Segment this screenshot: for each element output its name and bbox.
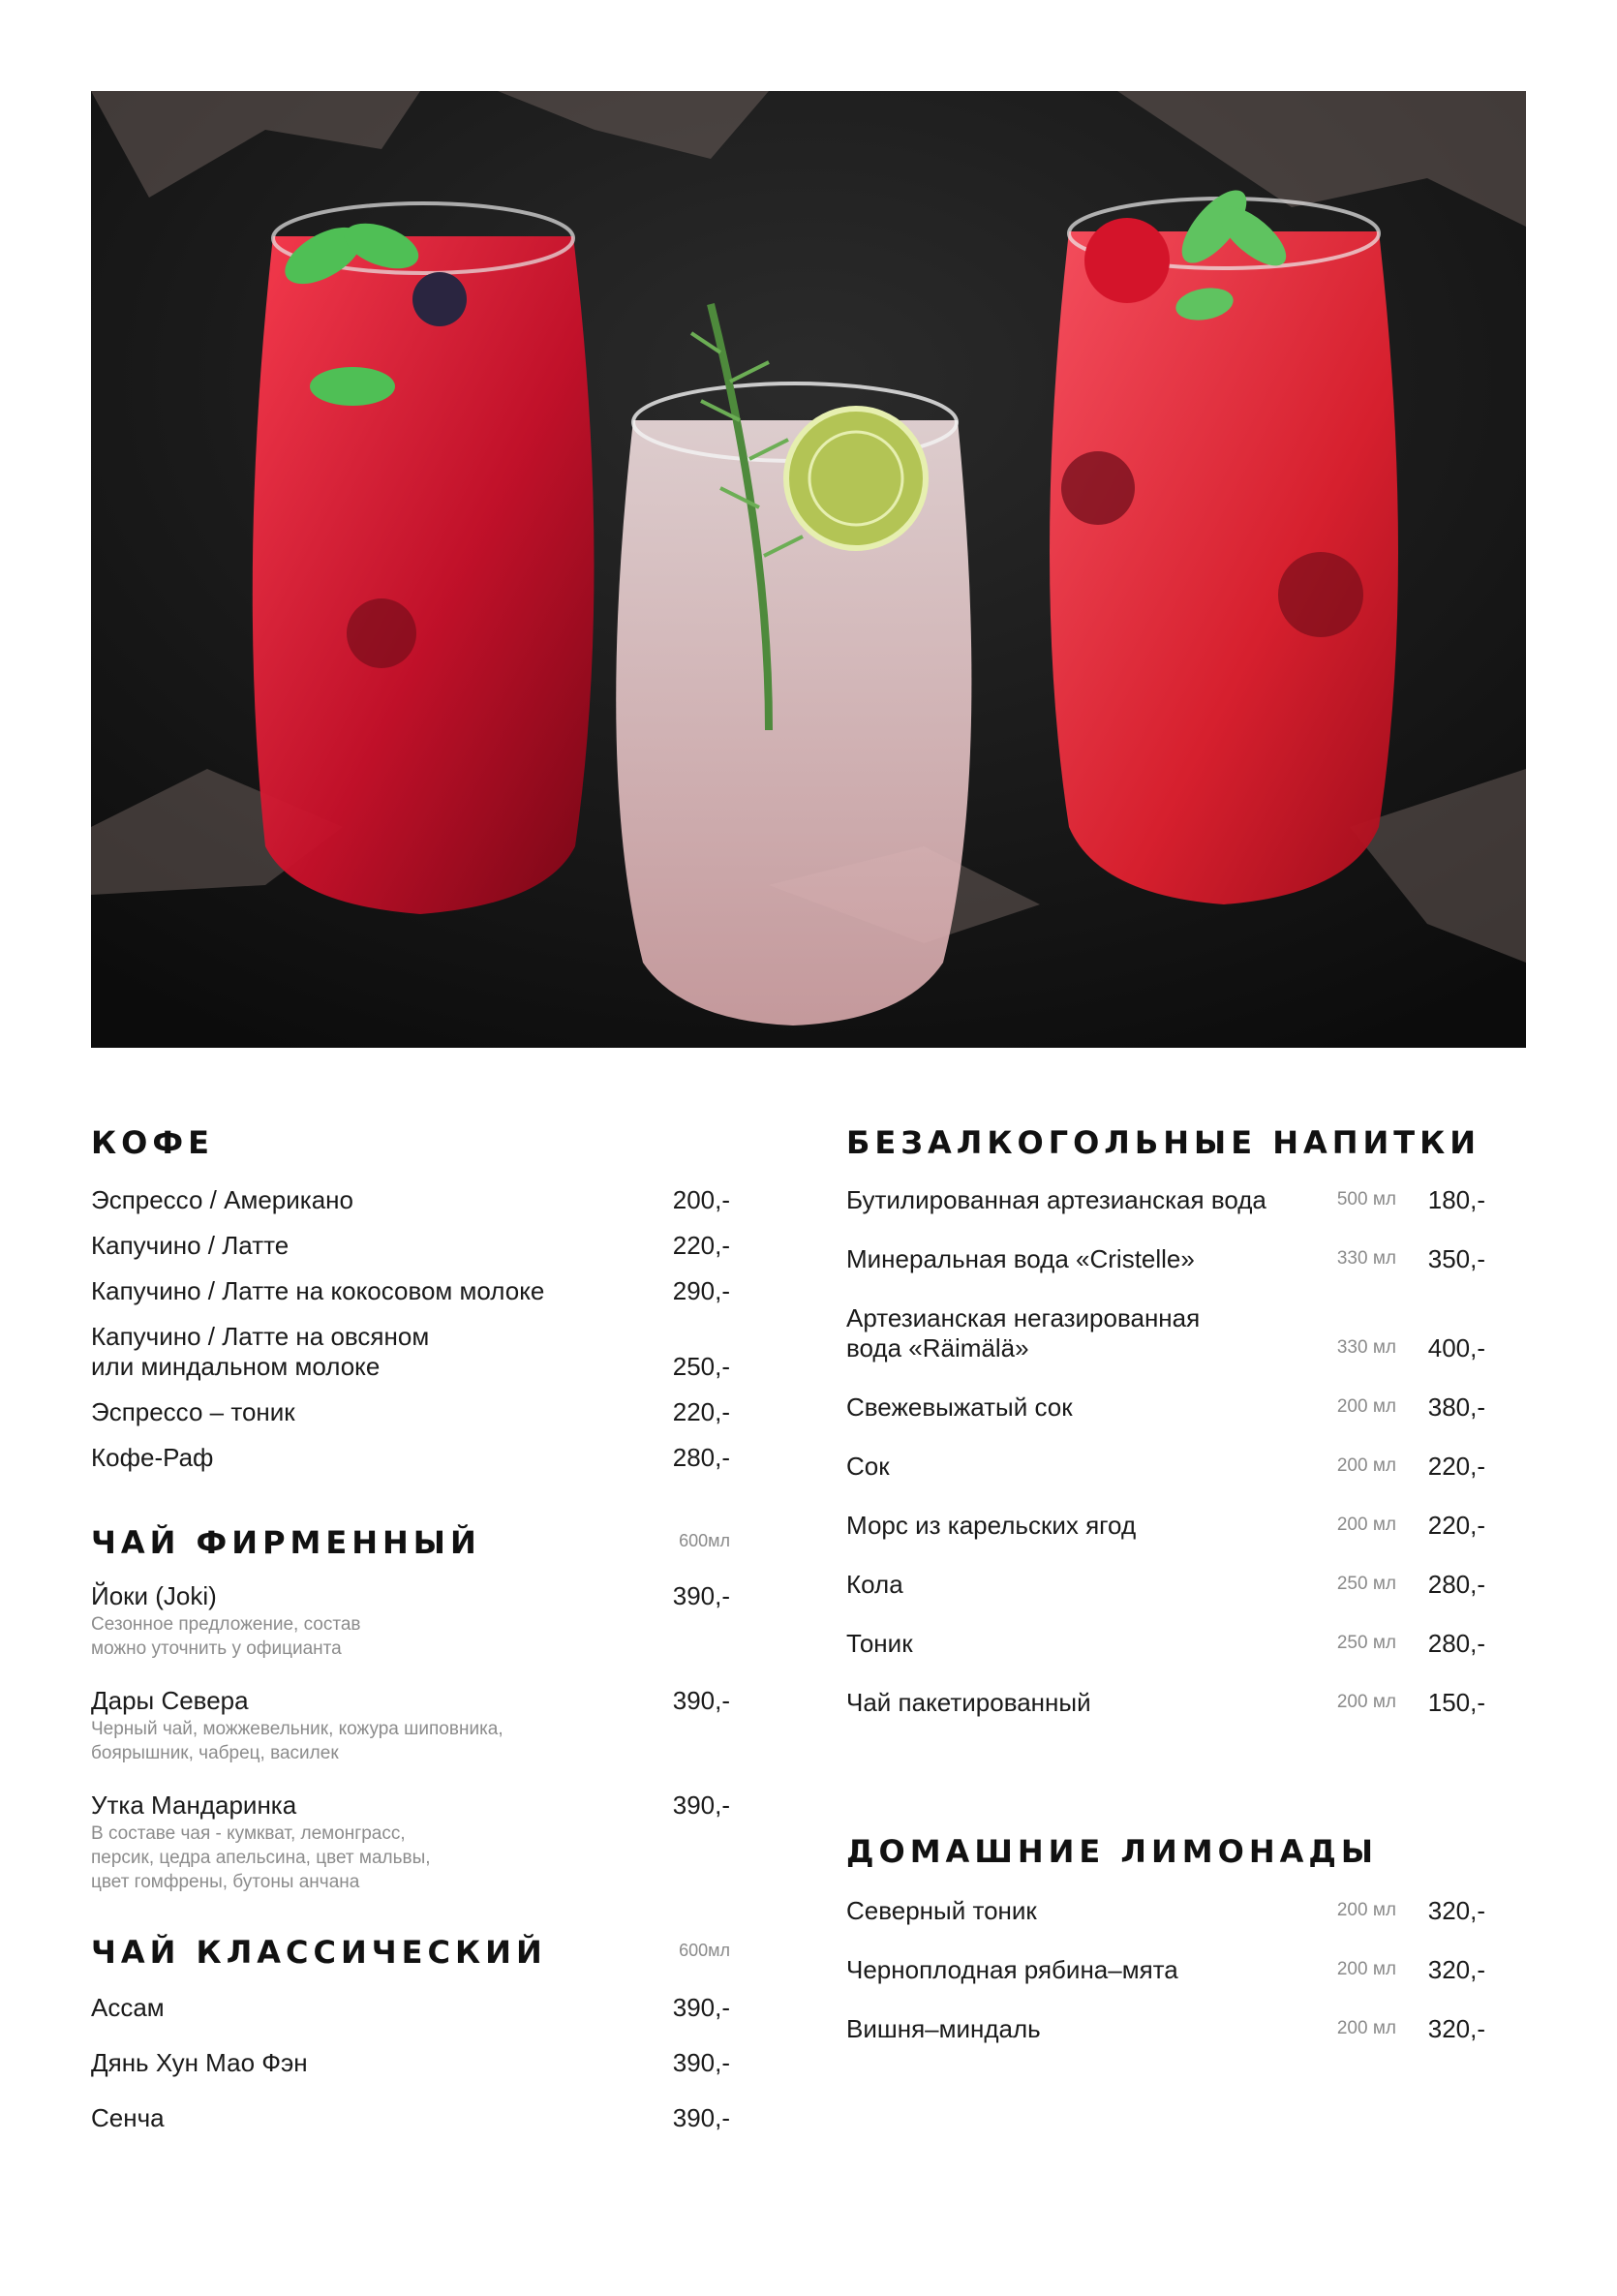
item-description: В составе чая - кумкват, лемонграсс, — [91, 1823, 406, 1844]
menu-item — [91, 1185, 730, 1215]
item-name: Сок — [846, 1452, 890, 1481]
item-name: Черноплодная рябина–мята — [846, 1955, 1178, 1984]
item-name: Эспрессо / Американо — [91, 1185, 353, 1214]
menu-item — [91, 1397, 730, 1427]
menu-item — [91, 1686, 730, 1765]
item-price: 280,- — [1427, 1570, 1485, 1599]
section-title: ЧАЙ ФИРМЕННЫЙ — [91, 1524, 481, 1561]
menu-item — [91, 1276, 730, 1306]
item-volume: 200 мл — [1336, 1455, 1396, 1476]
menu-item — [91, 1581, 730, 1661]
item-price: 280,- — [1427, 1629, 1485, 1658]
menu-item — [846, 1629, 1485, 1659]
item-volume: 330 мл — [1336, 1248, 1396, 1269]
item-name: Кола — [846, 1570, 903, 1599]
item-name: Свежевыжатый сок — [846, 1393, 1073, 1422]
item-name-line1: Артезианская негазированная — [846, 1303, 1201, 1332]
item-name: Вишня–миндаль — [846, 2014, 1041, 2043]
item-volume: 330 мл — [1336, 1337, 1396, 1358]
menu-item — [846, 1244, 1485, 1274]
section-title: БЕЗАЛКОГОЛЬНЫЕ НАПИТКИ — [846, 1124, 1481, 1161]
item-price: 280,- — [672, 1443, 730, 1472]
menu-item — [846, 2014, 1485, 2044]
item-name: Эспрессо – тоник — [91, 1397, 295, 1426]
item-name: Тоник — [846, 1629, 913, 1658]
menu-item — [846, 1452, 1485, 1482]
item-name: Дары Севера — [91, 1686, 249, 1715]
item-price: 220,- — [1427, 1511, 1485, 1540]
item-description: персик, цедра апельсина, цвет мальвы, — [91, 1848, 431, 1868]
item-description: цвет гомфрены, бутоны анчана — [91, 1872, 360, 1892]
item-name-line2: или миндальном молоке — [91, 1352, 381, 1381]
item-price: 320,- — [1427, 1896, 1485, 1925]
item-volume: 200 мл — [1336, 1959, 1396, 1979]
menu-item — [846, 1896, 1485, 1926]
item-price: 180,- — [1427, 1185, 1485, 1214]
item-name-line2: вода «Räimälä» — [846, 1333, 1029, 1362]
item-price: 220,- — [672, 1231, 730, 1260]
item-volume: 250 мл — [1336, 1633, 1396, 1653]
item-price: 400,- — [1427, 1333, 1485, 1362]
item-name: Чай пакетированный — [846, 1688, 1091, 1717]
item-price: 390,- — [672, 1993, 730, 2022]
item-price: 250,- — [672, 1352, 730, 1381]
item-description: Сезонное предложение, состав — [91, 1614, 361, 1635]
item-name: Северный тоник — [846, 1896, 1037, 1925]
tea-signature-section-header — [91, 1523, 730, 1562]
item-price: 390,- — [672, 2103, 730, 2132]
item-name: Йоки (Joki) — [91, 1581, 217, 1610]
item-price: 390,- — [672, 1581, 730, 1610]
menu-item — [91, 1993, 730, 2023]
menu-item — [846, 1688, 1485, 1718]
menu-item — [91, 1322, 730, 1382]
section-title: КОФЕ — [91, 1124, 214, 1161]
section-volume: 600мл — [679, 1941, 730, 1960]
menu-item — [846, 1393, 1485, 1423]
item-price: 390,- — [672, 1791, 730, 1820]
item-price: 220,- — [672, 1397, 730, 1426]
item-volume: 200 мл — [1336, 1900, 1396, 1920]
item-price: 390,- — [672, 1686, 730, 1715]
item-price: 390,- — [672, 2048, 730, 2077]
item-name: Минеральная вода «Cristelle» — [846, 1244, 1195, 1273]
item-price: 320,- — [1427, 1955, 1485, 1984]
menu-item — [91, 1231, 730, 1261]
item-price: 200,- — [672, 1185, 730, 1214]
item-description: Черный чай, можжевельник, кожура шиповника, — [91, 1719, 503, 1739]
item-name: Утка Мандаринка — [91, 1791, 297, 1820]
menu-item — [846, 1185, 1485, 1215]
menu-item — [91, 2103, 730, 2133]
menu-item — [91, 2048, 730, 2078]
item-name: Бутилированная артезианская вода — [846, 1185, 1266, 1214]
menu-item — [91, 1791, 730, 1894]
menu-item — [846, 1570, 1485, 1600]
item-price: 220,- — [1427, 1452, 1485, 1481]
tea-classic-section-header — [91, 1933, 730, 1972]
item-price: 150,- — [1427, 1688, 1485, 1717]
item-price: 320,- — [1427, 2014, 1485, 2043]
item-name: Капучино / Латте — [91, 1231, 290, 1260]
menu-item — [846, 1955, 1485, 1985]
item-price: 380,- — [1427, 1393, 1485, 1422]
item-price: 290,- — [672, 1276, 730, 1305]
coffee-section-header — [91, 1123, 730, 1162]
item-name: Сенча — [91, 2103, 165, 2132]
item-volume: 200 мл — [1336, 1515, 1396, 1535]
menu-item — [846, 1303, 1485, 1363]
item-name-line1: Капучино / Латте на овсяном — [91, 1322, 430, 1351]
item-volume: 200 мл — [1336, 1396, 1396, 1417]
item-price: 350,- — [1427, 1244, 1485, 1273]
item-name: Дянь Хун Мао Фэн — [91, 2048, 308, 2077]
item-name: Капучино / Латте на кокосовом молоке — [91, 1276, 545, 1305]
left-column — [91, 1123, 730, 2133]
item-description: можно уточнить у официанта — [91, 1638, 342, 1659]
item-description: боярышник, чабрец, василек — [91, 1743, 339, 1763]
item-name: Кофе-Раф — [91, 1443, 214, 1472]
item-volume: 500 мл — [1336, 1189, 1396, 1209]
item-volume: 200 мл — [1336, 1692, 1396, 1712]
right-column — [846, 1123, 1485, 2044]
drinks-photo-illustration — [91, 91, 1526, 1048]
soft-drinks-section-header — [846, 1123, 1485, 1162]
section-title: ДОМАШНИЕ ЛИМОНАДЫ — [846, 1833, 1379, 1870]
item-name: Морс из карельских ягод — [846, 1511, 1137, 1540]
drinks-photo — [91, 91, 1526, 1048]
item-volume: 250 мл — [1336, 1574, 1396, 1594]
section-title: ЧАЙ КЛАССИЧЕСКИЙ — [91, 1934, 547, 1971]
menu-item — [91, 1443, 730, 1473]
item-name: Ассам — [91, 1993, 165, 2022]
item-volume: 200 мл — [1336, 2018, 1396, 2038]
lemonades-section-header — [846, 1832, 1485, 1871]
menu-item — [846, 1511, 1485, 1541]
section-volume: 600мл — [679, 1531, 730, 1550]
